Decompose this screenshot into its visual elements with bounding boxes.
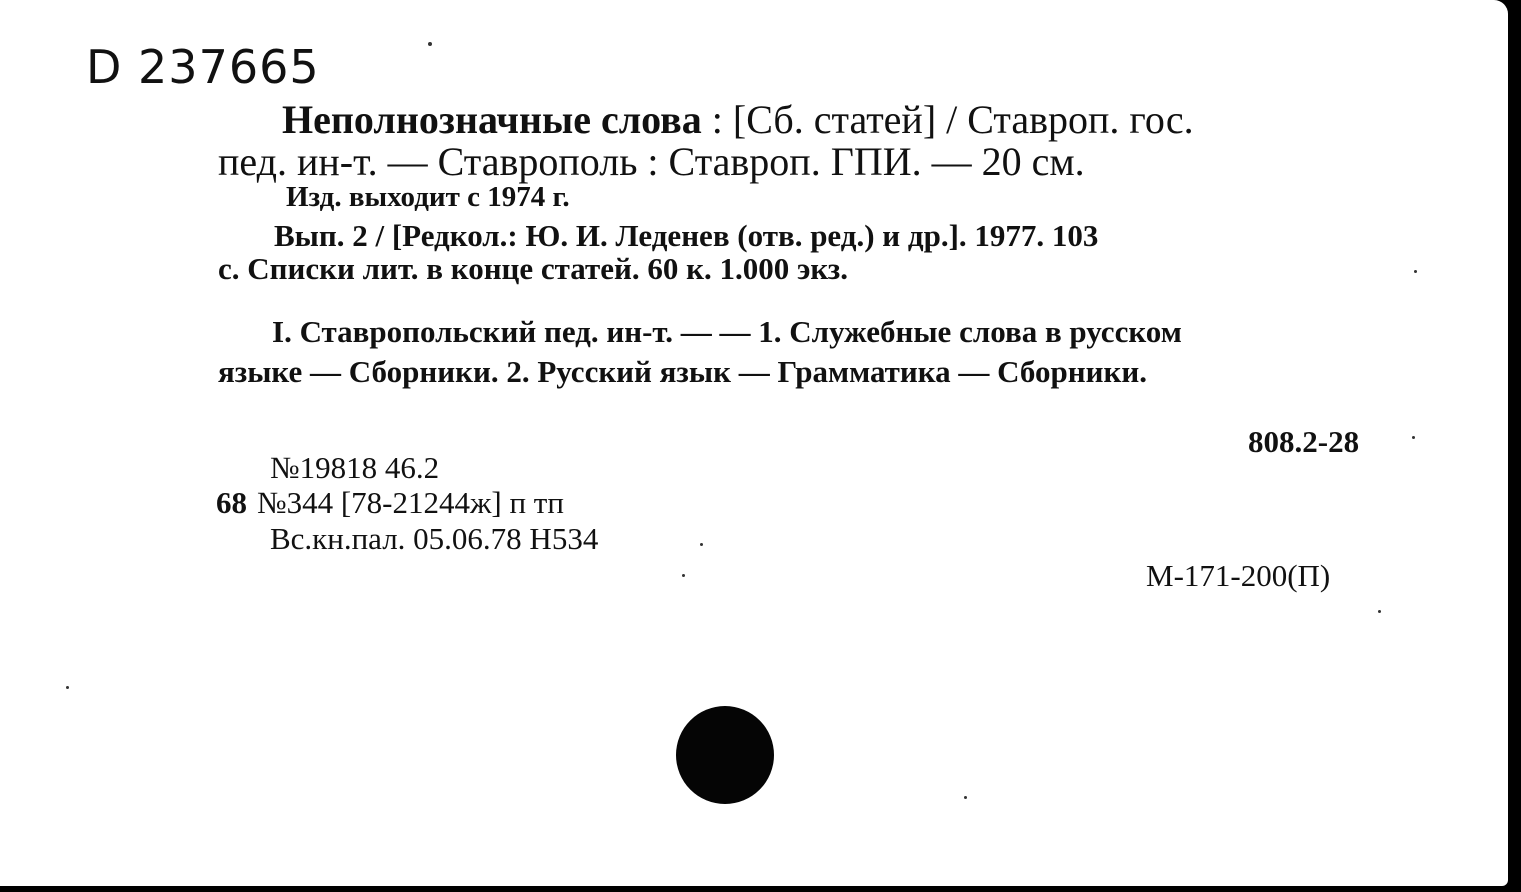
publication-line: пед. ин-т. — Ставрополь : Ставроп. ГПИ. — 20 см. (218, 139, 1085, 184)
dust-speck (66, 686, 69, 689)
title-statement: : [Сб. статей] / Ставроп. гос. (701, 97, 1194, 142)
subject-headings-line-2: языке — Сборники. 2. Русский язык — Грамматика — Сборники. (218, 354, 1147, 389)
dust-speck (1378, 610, 1381, 613)
classification-code: 808.2-28 (1248, 424, 1360, 459)
punch-hole (676, 706, 774, 804)
dust-speck (964, 796, 967, 799)
accession-line-3: Вс.кн.пал. 05.06.78 Н534 (270, 521, 599, 556)
book-title: Неполнозначные слова (282, 97, 702, 142)
accession-line-1: №19818 46.2 (270, 450, 440, 485)
dust-speck (700, 543, 703, 546)
dust-speck (682, 574, 685, 577)
dust-speck (428, 42, 432, 46)
dust-speck (1412, 436, 1415, 439)
dust-speck (1414, 270, 1417, 273)
order-code: М-171-200(П) (1146, 558, 1331, 593)
accession-prefix: 68 (216, 485, 247, 520)
call-number: D 237665 (86, 40, 320, 94)
accession-line-2 (216, 487, 564, 518)
issue-description-line-2: с. Списки лит. в конце статей. 60 к. 1.000 экз. (218, 251, 849, 286)
series-note: Изд. выходит с 1974 г. (286, 181, 570, 213)
subject-headings-line-1: I. Ставропольский пед. ин-т. — — 1. Служебные слова в русском (272, 314, 1182, 349)
title-line (282, 97, 1194, 142)
accession-number: №344 [78-21244ж] п тп (257, 485, 564, 520)
issue-description-line-1: Вып. 2 / [Редкол.: Ю. И. Леденев (отв. ред.) и др.]. 1977. 103 (274, 218, 1099, 253)
